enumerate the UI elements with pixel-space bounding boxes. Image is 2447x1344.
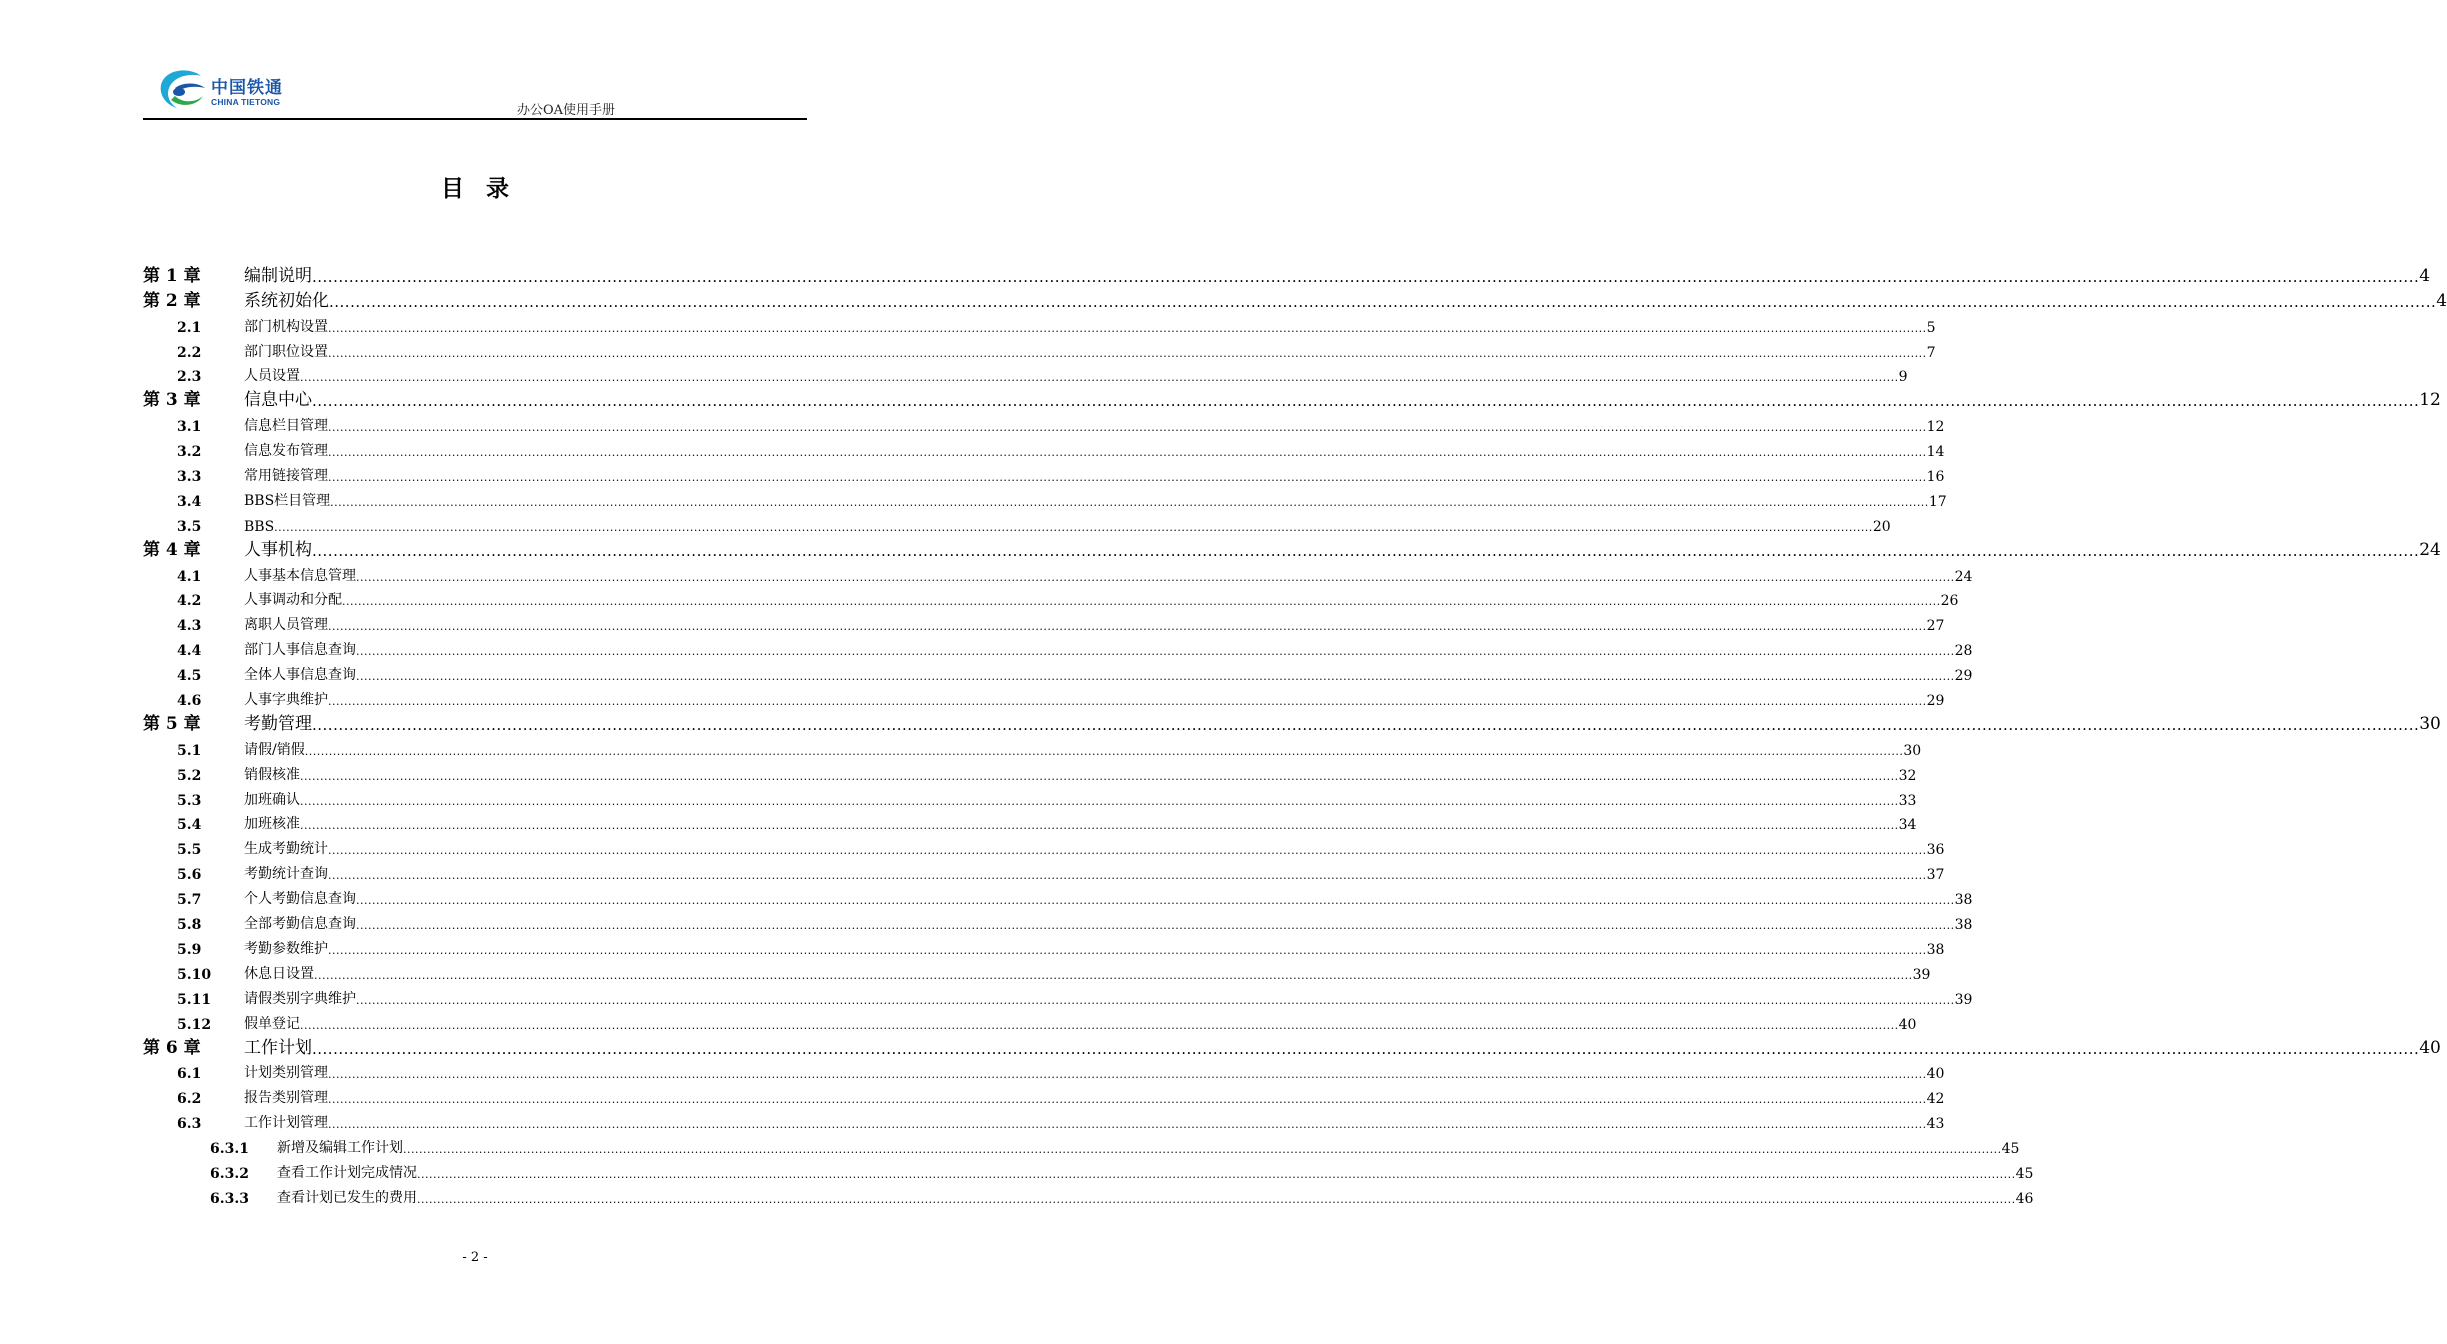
toc-entry-title: 考勤统计查询 (244, 866, 328, 883)
toc-dot-leader: ................................................................................................................................................................................................................................................................................................................................................................................................................ (328, 1118, 1927, 1132)
logo-english-name: CHINA TIETONG (211, 97, 281, 107)
toc-entry-page: 43 (1926, 1116, 1945, 1133)
toc-section-entry[interactable] (143, 311, 1936, 336)
logo-chinese-name: 中国铁通 (211, 78, 283, 98)
toc-entry-page: 17 (1928, 493, 1947, 510)
toc-entry-page: 5 (1926, 319, 1936, 336)
toc-dot-leader: ................................................................................................................................................................................................................................................................................................................................................................................................................ (328, 869, 1927, 883)
toc-entry-page: 37 (1926, 867, 1945, 884)
toc-entry-page: 33 (1898, 792, 1917, 809)
toc-entry-number: 5.11 (177, 991, 212, 1008)
toc-entry-page: 39 (1912, 966, 1931, 983)
toc-dot-leader: ................................................................................................................................................................................................................................................................................................................................................................................................................ (328, 695, 1927, 709)
toc-entry-title: 人事调动和分配 (244, 592, 342, 609)
toc-entry-title: 人事基本信息管理 (244, 567, 356, 584)
toc-section-entry[interactable] (143, 883, 1973, 909)
toc-dot-leader: ................................................................................................................................................................................................................................................................................................................................................................................................................ (328, 421, 1927, 435)
toc-dot-leader: ................................................................................................................................................................................................................................................................................................................................................................................................................ (356, 670, 1955, 684)
toc-section-entry[interactable] (143, 734, 1922, 759)
toc-section-entry[interactable] (143, 510, 1891, 535)
toc-section-entry[interactable] (143, 983, 1973, 1008)
toc-entry-number: 2.3 (177, 369, 202, 386)
toc-entry-title: 报告类别管理 (244, 1090, 328, 1107)
toc-entry-title: 全体人事信息查询 (244, 667, 356, 684)
toc-entry-number: 5.12 (177, 1016, 212, 1033)
toc-dot-leader: ................................................................................................................................................................................................................................................................................................................................................................................................................ (312, 1039, 2420, 1058)
toc-entry-number: 6.2 (177, 1091, 202, 1108)
toc-entry-title: 假单登记 (244, 1015, 300, 1032)
toc-section-entry[interactable] (143, 634, 1973, 660)
toc-chapter-entry[interactable] (143, 1033, 2441, 1058)
toc-entry-title: 考勤参数维护 (244, 940, 328, 957)
toc-entry-title: 信息发布管理 (244, 443, 328, 460)
toc-entry-number: 3.5 (177, 518, 202, 535)
toc-entry-number: 2.1 (177, 319, 202, 336)
toc-section-entry[interactable] (143, 336, 1936, 361)
toc-entry-title: 计划类别管理 (244, 1065, 328, 1082)
page-title: 目录 (441, 175, 531, 202)
toc-entry-page: 45 (2015, 1165, 2034, 1182)
toc-entry-title: 全部考勤信息查询 (244, 916, 356, 933)
toc-entry-page: 26 (1940, 593, 1959, 610)
toc-dot-leader: ................................................................................................................................................................................................................................................................................................................................................................................................................ (329, 292, 2437, 311)
toc-dot-leader: ................................................................................................................................................................................................................................................................................................................................................................................................................ (330, 495, 1929, 509)
toc-section-entry[interactable] (143, 1182, 2034, 1207)
toc-entry-page: 28 (1954, 643, 1973, 660)
toc-entry-number: 6.3 (177, 1116, 202, 1133)
toc-section-entry[interactable] (143, 560, 1973, 585)
toc-section-entry[interactable] (143, 1157, 2034, 1182)
toc-entry-title: 编制说明 (244, 265, 312, 286)
toc-entry-title: 人事机构 (244, 539, 312, 560)
toc-section-entry[interactable] (143, 1058, 1945, 1083)
toc-entry-page: 45 (2001, 1141, 2020, 1158)
toc-entry-page: 20 (1872, 518, 1891, 535)
toc-section-entry[interactable] (143, 361, 1908, 386)
toc-section-entry[interactable] (143, 410, 1945, 436)
table-of-contents (143, 261, 2447, 1207)
toc-entry-page: 32 (1898, 767, 1917, 784)
toc-entry-page: 9 (1898, 369, 1908, 386)
toc-dot-leader: ................................................................................................................................................................................................................................................................................................................................................................................................................ (356, 919, 1955, 933)
toc-chapter-entry[interactable] (143, 535, 2441, 560)
toc-entry-number: 5.2 (177, 767, 202, 784)
toc-entry-page: 24 (2419, 539, 2441, 560)
toc-entry-page: 7 (1926, 344, 1936, 361)
toc-chapter-entry[interactable] (143, 261, 2431, 286)
toc-section-entry[interactable] (143, 809, 1917, 834)
toc-entry-number: 5.3 (177, 792, 202, 809)
toc-dot-leader: ................................................................................................................................................................................................................................................................................................................................................................................................................ (300, 819, 1899, 833)
toc-entry-number: 第 2 章 (143, 290, 201, 311)
toc-dot-leader: ................................................................................................................................................................................................................................................................................................................................................................................................................ (417, 1192, 2016, 1206)
toc-section-entry[interactable] (143, 1082, 1945, 1108)
toc-entry-page: 46 (2015, 1190, 2034, 1207)
toc-entry-page: 30 (2419, 713, 2441, 734)
toc-dot-leader: ................................................................................................................................................................................................................................................................................................................................................................................................................ (328, 321, 1927, 335)
toc-entry-title: 工作计划管理 (244, 1115, 328, 1132)
toc-entry-number: 4.3 (177, 618, 202, 635)
toc-entry-number: 4.2 (177, 593, 202, 610)
toc-entry-number: 2.2 (177, 344, 202, 361)
toc-entry-number: 5.4 (177, 817, 202, 834)
toc-dot-leader: ................................................................................................................................................................................................................................................................................................................................................................................................................ (328, 346, 1927, 360)
toc-entry-title: 信息栏目管理 (244, 418, 328, 435)
toc-dot-leader: ................................................................................................................................................................................................................................................................................................................................................................................................................ (417, 1167, 2016, 1181)
toc-entry-title: 新增及编辑工作计划 (277, 1140, 403, 1157)
toc-dot-leader: ................................................................................................................................................................................................................................................................................................................................................................................................................ (356, 993, 1955, 1007)
toc-entry-page: 29 (1926, 693, 1945, 710)
toc-section-entry[interactable] (143, 908, 1973, 934)
toc-dot-leader: ................................................................................................................................................................................................................................................................................................................................................................................................................ (274, 520, 1873, 534)
toc-entry-page: 39 (1954, 991, 1973, 1008)
toc-entry-page: 29 (1954, 668, 1973, 685)
toc-dot-leader: ................................................................................................................................................................................................................................................................................................................................................................................................................ (300, 794, 1899, 808)
toc-entry-number: 6.1 (177, 1066, 202, 1083)
toc-dot-leader: ................................................................................................................................................................................................................................................................................................................................................................................................................ (300, 1018, 1899, 1032)
toc-entry-title: 信息中心 (244, 390, 312, 411)
toc-dot-leader: ................................................................................................................................................................................................................................................................................................................................................................................................................ (328, 1068, 1927, 1082)
toc-section-entry[interactable] (143, 585, 1959, 610)
toc-dot-leader: ................................................................................................................................................................................................................................................................................................................................................................................................................ (328, 446, 1927, 460)
toc-chapter-entry[interactable] (143, 385, 2441, 411)
toc-entry-number: 6.3.3 (210, 1190, 249, 1207)
toc-section-entry[interactable] (143, 460, 1945, 486)
toc-entry-page: 40 (1898, 1016, 1917, 1033)
toc-entry-number: 3.2 (177, 444, 202, 461)
toc-entry-page: 14 (1926, 444, 1945, 461)
toc-entry-number: 3.1 (177, 419, 202, 436)
toc-entry-title: 休息日设置 (244, 965, 314, 982)
toc-entry-number: 3.3 (177, 469, 202, 486)
toc-entry-number: 5.7 (177, 892, 202, 909)
china-tietong-logo-icon (157, 66, 209, 114)
toc-entry-title: 加班确认 (244, 791, 300, 808)
toc-dot-leader: ................................................................................................................................................................................................................................................................................................................................................................................................................ (312, 541, 2420, 560)
toc-dot-leader: ................................................................................................................................................................................................................................................................................................................................................................................................................ (314, 968, 1913, 982)
toc-section-entry[interactable] (143, 659, 1973, 685)
toc-dot-leader: ................................................................................................................................................................................................................................................................................................................................................................................................................ (356, 894, 1955, 908)
toc-entry-page: 38 (1954, 917, 1973, 934)
toc-entry-number: 5.10 (177, 966, 212, 983)
toc-dot-leader: ................................................................................................................................................................................................................................................................................................................................................................................................................ (328, 620, 1927, 634)
toc-entry-number: 3.4 (177, 493, 202, 510)
toc-entry-title: 个人考勤信息查询 (244, 891, 356, 908)
toc-entry-title: 人员设置 (244, 368, 300, 385)
toc-dot-leader: ................................................................................................................................................................................................................................................................................................................................................................................................................ (356, 570, 1955, 584)
toc-entry-page: 40 (2419, 1037, 2441, 1058)
toc-entry-number: 第 4 章 (143, 539, 201, 560)
toc-dot-leader: ................................................................................................................................................................................................................................................................................................................................................................................................................ (300, 371, 1899, 385)
toc-dot-leader: ................................................................................................................................................................................................................................................................................................................................................................................................................ (328, 844, 1927, 858)
toc-section-entry[interactable] (143, 1132, 2020, 1158)
toc-dot-leader: ................................................................................................................................................................................................................................................................................................................................................................................................................ (328, 943, 1927, 957)
toc-dot-leader: ................................................................................................................................................................................................................................................................................................................................................................................................................ (304, 744, 1904, 758)
toc-entry-page: 4 (2436, 290, 2447, 311)
toc-dot-leader: ................................................................................................................................................................................................................................................................................................................................................................................................................ (328, 471, 1927, 485)
toc-entry-number: 6.3.1 (210, 1141, 249, 1158)
toc-dot-leader: ................................................................................................................................................................................................................................................................................................................................................................................................................ (300, 769, 1899, 783)
toc-entry-page: 12 (2419, 390, 2441, 411)
page-header (143, 60, 807, 120)
toc-section-entry[interactable] (143, 1008, 1917, 1033)
toc-entry-number: 6.3.2 (210, 1165, 249, 1182)
company-logo (157, 66, 307, 114)
toc-entry-title: 请假类别字典维护 (244, 990, 356, 1007)
toc-chapter-entry[interactable] (143, 286, 2447, 311)
toc-entry-page: 30 (1903, 742, 1922, 759)
toc-dot-leader: ................................................................................................................................................................................................................................................................................................................................................................................................................ (312, 267, 2420, 286)
toc-entry-title: BBS (244, 518, 275, 535)
toc-entry-page: 40 (1926, 1066, 1945, 1083)
toc-entry-page: 34 (1898, 817, 1917, 834)
toc-entry-title: 加班核准 (244, 816, 300, 833)
toc-entry-number: 4.4 (177, 643, 202, 660)
toc-dot-leader: ................................................................................................................................................................................................................................................................................................................................................................................................................ (312, 392, 2420, 411)
toc-entry-title: 查看工作计划完成情况 (277, 1164, 417, 1181)
toc-dot-leader: ................................................................................................................................................................................................................................................................................................................................................................................................................ (342, 595, 1941, 609)
toc-entry-number: 5.9 (177, 941, 202, 958)
toc-entry-title: 离职人员管理 (244, 617, 328, 634)
toc-dot-leader: ................................................................................................................................................................................................................................................................................................................................................................................................................ (403, 1143, 2002, 1157)
toc-section-entry[interactable] (143, 784, 1917, 809)
toc-section-entry[interactable] (143, 435, 1945, 461)
toc-entry-number: 第 3 章 (143, 390, 201, 411)
toc-dot-leader: ................................................................................................................................................................................................................................................................................................................................................................................................................ (312, 715, 2420, 734)
toc-entry-title: 人事字典维护 (244, 692, 328, 709)
toc-entry-title: 常用链接管理 (244, 468, 328, 485)
toc-dot-leader: ................................................................................................................................................................................................................................................................................................................................................................................................................ (328, 1093, 1927, 1107)
toc-entry-title: BBS栏目管理 (244, 492, 331, 509)
toc-entry-number: 第 5 章 (143, 713, 201, 734)
toc-entry-number: 4.5 (177, 668, 202, 685)
toc-entry-title: 考勤管理 (244, 713, 312, 734)
toc-entry-number: 4.6 (177, 693, 202, 710)
toc-entry-number: 5.6 (177, 867, 202, 884)
toc-section-entry[interactable] (143, 684, 1945, 710)
toc-section-entry[interactable] (143, 858, 1945, 884)
manual-title: 办公OA使用手册 (516, 103, 615, 118)
toc-entry-number: 4.1 (177, 568, 202, 585)
toc-entry-title: 销假核准 (244, 766, 300, 783)
toc-section-entry[interactable] (143, 958, 1931, 983)
toc-section-entry[interactable] (143, 833, 1945, 859)
toc-section-entry[interactable] (143, 759, 1917, 784)
page-number: - 2 - (462, 1250, 488, 1265)
toc-section-entry[interactable] (143, 485, 1947, 510)
toc-entry-page: 4 (2419, 265, 2431, 286)
toc-entry-title: 部门机构设置 (244, 318, 328, 335)
toc-entry-title: 请假/销假 (244, 741, 305, 758)
toc-entry-page: 12 (1926, 419, 1945, 436)
toc-entry-title: 部门职位设置 (244, 343, 328, 360)
toc-entry-page: 27 (1926, 618, 1945, 635)
toc-entry-title: 系统初始化 (244, 290, 329, 311)
toc-entry-title: 部门人事信息查询 (244, 642, 356, 659)
toc-entry-page: 38 (1954, 892, 1973, 909)
toc-entry-number: 5.8 (177, 917, 202, 934)
toc-section-entry[interactable] (143, 1107, 1945, 1133)
toc-entry-number: 5.1 (177, 742, 202, 759)
toc-entry-page: 16 (1926, 469, 1945, 486)
toc-entry-title: 生成考勤统计 (244, 841, 328, 858)
toc-entry-number: 第 6 章 (143, 1037, 201, 1058)
toc-chapter-entry[interactable] (143, 709, 2441, 734)
toc-entry-page: 38 (1926, 941, 1945, 958)
toc-entry-number: 第 1 章 (143, 265, 201, 286)
toc-entry-title: 工作计划 (244, 1037, 312, 1058)
toc-dot-leader: ................................................................................................................................................................................................................................................................................................................................................................................................................ (356, 645, 1955, 659)
toc-entry-page: 24 (1954, 568, 1973, 585)
toc-entry-page: 42 (1926, 1091, 1945, 1108)
toc-entry-page: 36 (1926, 842, 1945, 859)
toc-entry-number: 5.5 (177, 842, 202, 859)
toc-section-entry[interactable] (143, 609, 1945, 635)
toc-entry-title: 查看计划已发生的费用 (277, 1189, 417, 1206)
toc-section-entry[interactable] (143, 933, 1945, 958)
